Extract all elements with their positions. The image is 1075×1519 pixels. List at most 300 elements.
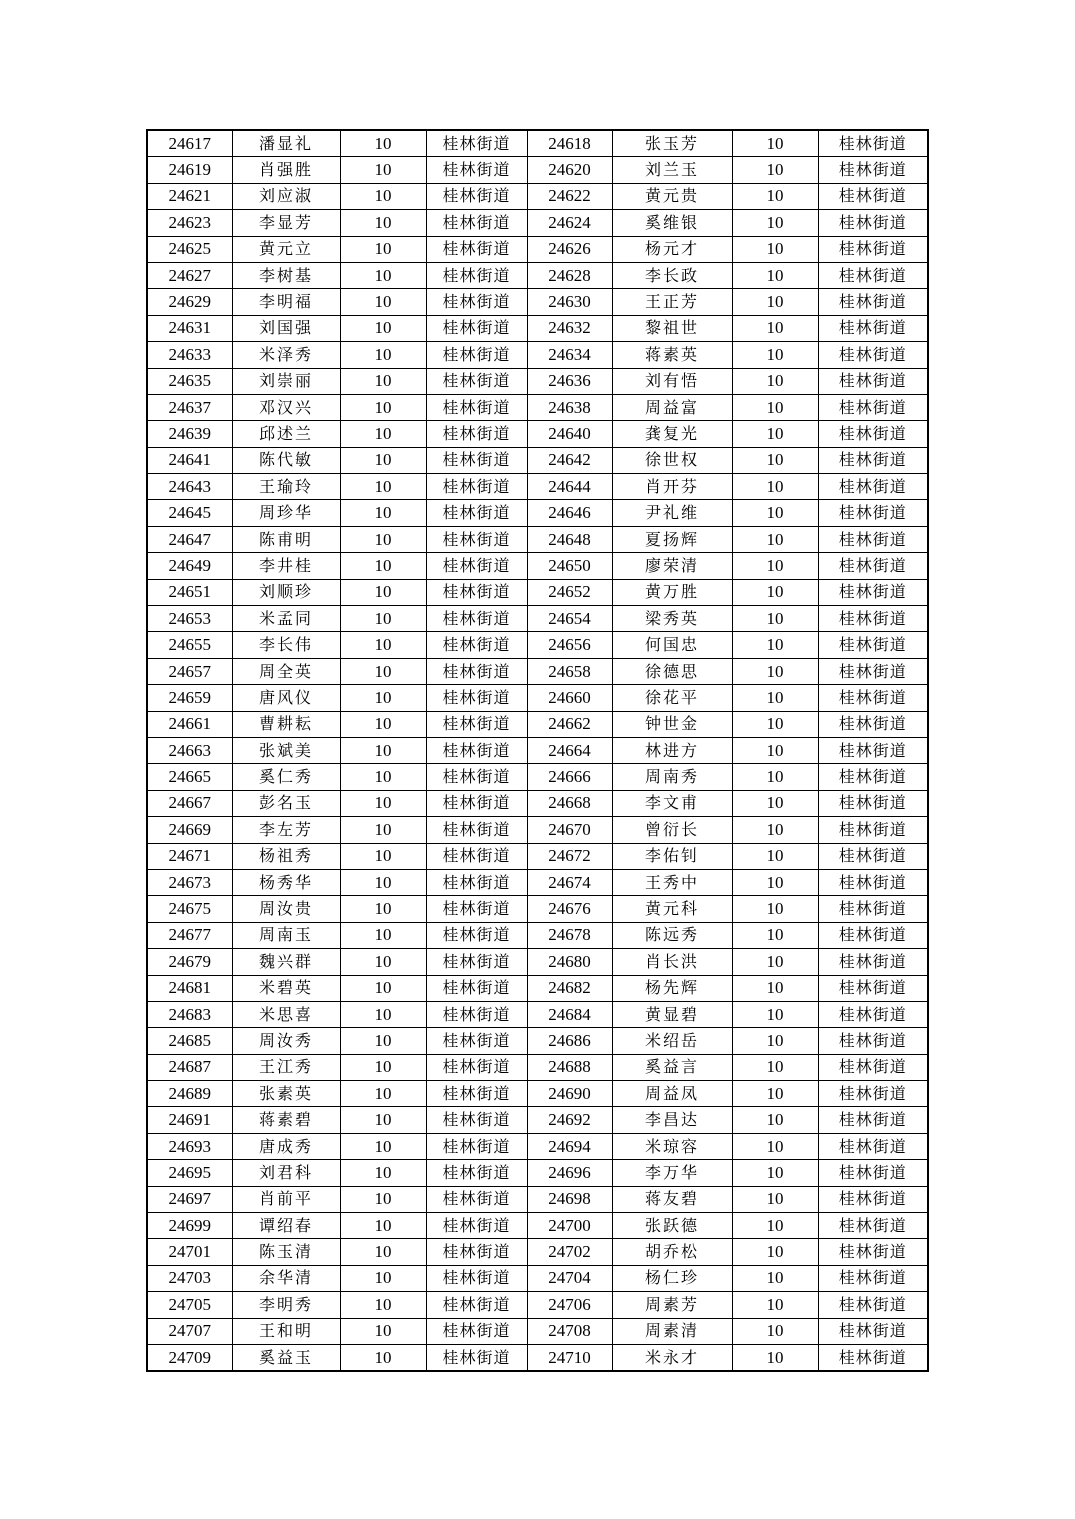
street-cell: 桂林街道 [426,500,527,526]
street-cell: 桂林街道 [426,1028,527,1054]
street-cell: 桂林街道 [426,1239,527,1265]
person-name-cell: 李佑钊 [612,843,732,869]
record-id-cell: 24625 [147,236,232,262]
record-id-cell: 24686 [527,1028,612,1054]
person-name-cell: 曾衍长 [612,817,732,843]
street-cell: 桂林街道 [818,764,928,790]
amount-cell: 10 [732,711,818,737]
record-id-cell: 24693 [147,1133,232,1159]
record-id-cell: 24652 [527,579,612,605]
street-cell: 桂林街道 [818,394,928,420]
table-row [147,1054,928,1080]
amount-cell: 10 [732,447,818,473]
person-name-cell: 李文甫 [612,790,732,816]
amount-cell: 10 [732,1160,818,1186]
street-cell: 桂林街道 [818,1081,928,1107]
record-id-cell: 24683 [147,1001,232,1027]
person-name-cell: 杨仁珍 [612,1265,732,1291]
street-cell: 桂林街道 [818,1186,928,1212]
amount-cell: 10 [732,579,818,605]
amount-cell: 10 [732,1054,818,1080]
record-id-cell: 24666 [527,764,612,790]
record-id-cell: 24710 [527,1344,612,1371]
table-row [147,896,928,922]
amount-cell: 10 [732,764,818,790]
street-cell: 桂林街道 [426,342,527,368]
amount-cell: 10 [732,606,818,632]
street-cell: 桂林街道 [818,1344,928,1371]
record-id-cell: 24641 [147,447,232,473]
person-name-cell: 周汝贵 [232,896,340,922]
amount-cell: 10 [340,579,426,605]
amount-cell: 10 [340,526,426,552]
record-id-cell: 24688 [527,1054,612,1080]
person-name-cell: 周南玉 [232,922,340,948]
table-row [147,1081,928,1107]
record-id-cell: 24690 [527,1081,612,1107]
table-row [147,685,928,711]
record-id-cell: 24678 [527,922,612,948]
person-name-cell: 肖开芬 [612,474,732,500]
amount-cell: 10 [732,922,818,948]
street-cell: 桂林街道 [426,1186,527,1212]
street-cell: 桂林街道 [426,553,527,579]
person-name-cell: 米泽秀 [232,342,340,368]
record-id-cell: 24621 [147,183,232,209]
street-cell: 桂林街道 [426,262,527,288]
record-id-cell: 24623 [147,210,232,236]
person-name-cell: 李显芳 [232,210,340,236]
record-id-cell: 24620 [527,157,612,183]
person-name-cell: 李井桂 [232,553,340,579]
person-name-cell: 米孟同 [232,606,340,632]
amount-cell: 10 [732,737,818,763]
table-row [147,1213,928,1239]
amount-cell: 10 [732,975,818,1001]
record-id-cell: 24675 [147,896,232,922]
street-cell: 桂林街道 [818,262,928,288]
table-row [147,1001,928,1027]
street-cell: 桂林街道 [426,289,527,315]
street-cell: 桂林街道 [818,1292,928,1318]
amount-cell: 10 [340,130,426,157]
person-name-cell: 王瑜玲 [232,474,340,500]
record-id-cell: 24695 [147,1160,232,1186]
record-id-cell: 24630 [527,289,612,315]
street-cell: 桂林街道 [818,500,928,526]
street-cell: 桂林街道 [818,949,928,975]
record-id-cell: 24702 [527,1239,612,1265]
table-row [147,210,928,236]
table-row [147,579,928,605]
person-name-cell: 周珍华 [232,500,340,526]
amount-cell: 10 [340,447,426,473]
record-id-cell: 24657 [147,658,232,684]
record-id-cell: 24644 [527,474,612,500]
person-name-cell: 张素英 [232,1081,340,1107]
street-cell: 桂林街道 [818,975,928,1001]
amount-cell: 10 [732,183,818,209]
street-cell: 桂林街道 [426,210,527,236]
person-name-cell: 魏兴群 [232,949,340,975]
street-cell: 桂林街道 [818,553,928,579]
table-row [147,130,928,157]
street-cell: 桂林街道 [426,817,527,843]
street-cell: 桂林街道 [818,1265,928,1291]
table-row [147,157,928,183]
amount-cell: 10 [340,1001,426,1027]
amount-cell: 10 [732,1186,818,1212]
street-cell: 桂林街道 [426,368,527,394]
amount-cell: 10 [732,949,818,975]
person-name-cell: 杨元才 [612,236,732,262]
record-id-cell: 24627 [147,262,232,288]
table-row [147,949,928,975]
person-name-cell: 钟世金 [612,711,732,737]
person-name-cell: 陈玉清 [232,1239,340,1265]
street-cell: 桂林街道 [426,1001,527,1027]
street-cell: 桂林街道 [426,526,527,552]
person-name-cell: 周汝秀 [232,1028,340,1054]
street-cell: 桂林街道 [426,157,527,183]
table-row [147,1133,928,1159]
table-row [147,368,928,394]
street-cell: 桂林街道 [426,790,527,816]
amount-cell: 10 [732,1265,818,1291]
person-name-cell: 梁秀英 [612,606,732,632]
person-name-cell: 周益凤 [612,1081,732,1107]
table-row [147,1028,928,1054]
record-id-cell: 24660 [527,685,612,711]
table-row [147,342,928,368]
amount-cell: 10 [340,474,426,500]
record-id-cell: 24676 [527,896,612,922]
record-id-cell: 24703 [147,1265,232,1291]
record-id-cell: 24645 [147,500,232,526]
amount-cell: 10 [340,790,426,816]
street-cell: 桂林街道 [818,236,928,262]
record-id-cell: 24629 [147,289,232,315]
person-name-cell: 周素芳 [612,1292,732,1318]
person-name-cell: 邓汉兴 [232,394,340,420]
person-name-cell: 张跃德 [612,1213,732,1239]
table-row [147,711,928,737]
amount-cell: 10 [732,130,818,157]
street-cell: 桂林街道 [426,315,527,341]
record-id-cell: 24665 [147,764,232,790]
table-row [147,843,928,869]
person-name-cell: 李树基 [232,262,340,288]
street-cell: 桂林街道 [426,975,527,1001]
table-row [147,394,928,420]
street-cell: 桂林街道 [818,579,928,605]
street-cell: 桂林街道 [426,1318,527,1344]
person-name-cell: 徐世权 [612,447,732,473]
amount-cell: 10 [340,843,426,869]
person-name-cell: 徐德思 [612,658,732,684]
person-name-cell: 黄显碧 [612,1001,732,1027]
amount-cell: 10 [340,1239,426,1265]
record-id-cell: 24624 [527,210,612,236]
person-name-cell: 刘崇丽 [232,368,340,394]
amount-cell: 10 [732,1107,818,1133]
record-id-cell: 24709 [147,1344,232,1371]
record-id-cell: 24704 [527,1265,612,1291]
table-row [147,447,928,473]
person-name-cell: 邱述兰 [232,421,340,447]
street-cell: 桂林街道 [426,579,527,605]
amount-cell: 10 [340,289,426,315]
amount-cell: 10 [732,1318,818,1344]
person-name-cell: 蒋友碧 [612,1186,732,1212]
street-cell: 桂林街道 [818,606,928,632]
record-id-cell: 24649 [147,553,232,579]
record-id-cell: 24682 [527,975,612,1001]
amount-cell: 10 [340,869,426,895]
amount-cell: 10 [340,975,426,1001]
person-name-cell: 胡乔松 [612,1239,732,1265]
street-cell: 桂林街道 [818,210,928,236]
table-row [147,474,928,500]
record-id-cell: 24698 [527,1186,612,1212]
street-cell: 桂林街道 [818,1028,928,1054]
person-name-cell: 王正芳 [612,289,732,315]
street-cell: 桂林街道 [426,1133,527,1159]
amount-cell: 10 [340,210,426,236]
street-cell: 桂林街道 [426,685,527,711]
street-cell: 桂林街道 [426,447,527,473]
street-cell: 桂林街道 [426,130,527,157]
record-id-cell: 24647 [147,526,232,552]
street-cell: 桂林街道 [426,1344,527,1371]
record-id-cell: 24664 [527,737,612,763]
person-name-cell: 肖强胜 [232,157,340,183]
amount-cell: 10 [340,1160,426,1186]
record-id-cell: 24668 [527,790,612,816]
amount-cell: 10 [340,1081,426,1107]
table-row [147,315,928,341]
record-id-cell: 24689 [147,1081,232,1107]
street-cell: 桂林街道 [426,606,527,632]
record-id-cell: 24634 [527,342,612,368]
amount-cell: 10 [340,1213,426,1239]
table-row [147,817,928,843]
record-id-cell: 24633 [147,342,232,368]
person-name-cell: 廖荣清 [612,553,732,579]
person-name-cell: 尹礼维 [612,500,732,526]
street-cell: 桂林街道 [818,1213,928,1239]
record-id-cell: 24655 [147,632,232,658]
record-id-cell: 24654 [527,606,612,632]
person-name-cell: 谭绍春 [232,1213,340,1239]
person-name-cell: 奚益言 [612,1054,732,1080]
amount-cell: 10 [340,1344,426,1371]
table-row [147,737,928,763]
street-cell: 桂林街道 [426,949,527,975]
street-cell: 桂林街道 [426,1213,527,1239]
record-id-cell: 24635 [147,368,232,394]
record-id-cell: 24622 [527,183,612,209]
street-cell: 桂林街道 [818,843,928,869]
table-row [147,922,928,948]
amount-cell: 10 [340,262,426,288]
amount-cell: 10 [340,500,426,526]
table-row [147,236,928,262]
street-cell: 桂林街道 [426,737,527,763]
street-cell: 桂林街道 [818,368,928,394]
record-id-cell: 24626 [527,236,612,262]
amount-cell: 10 [340,1186,426,1212]
amount-cell: 10 [732,869,818,895]
street-cell: 桂林街道 [426,474,527,500]
table-row [147,658,928,684]
table-row [147,975,928,1001]
amount-cell: 10 [340,737,426,763]
record-id-cell: 24663 [147,737,232,763]
record-id-cell: 24692 [527,1107,612,1133]
amount-cell: 10 [732,1133,818,1159]
street-cell: 桂林街道 [818,817,928,843]
amount-cell: 10 [340,368,426,394]
person-name-cell: 李昌达 [612,1107,732,1133]
amount-cell: 10 [340,949,426,975]
table-row [147,500,928,526]
table-row [147,1292,928,1318]
amount-cell: 10 [340,817,426,843]
record-id-cell: 24658 [527,658,612,684]
record-id-cell: 24643 [147,474,232,500]
record-id-cell: 24619 [147,157,232,183]
amount-cell: 10 [732,1239,818,1265]
person-name-cell: 刘兰玉 [612,157,732,183]
record-id-cell: 24701 [147,1239,232,1265]
street-cell: 桂林街道 [426,1265,527,1291]
street-cell: 桂林街道 [818,658,928,684]
roster-table [146,129,929,1372]
amount-cell: 10 [340,315,426,341]
record-id-cell: 24631 [147,315,232,341]
record-id-cell: 24642 [527,447,612,473]
street-cell: 桂林街道 [818,790,928,816]
person-name-cell: 唐风仪 [232,685,340,711]
record-id-cell: 24700 [527,1213,612,1239]
person-name-cell: 周全英 [232,658,340,684]
record-id-cell: 24667 [147,790,232,816]
table-row [147,262,928,288]
person-name-cell: 张斌美 [232,737,340,763]
person-name-cell: 米碧英 [232,975,340,1001]
street-cell: 桂林街道 [426,632,527,658]
person-name-cell: 李万华 [612,1160,732,1186]
person-name-cell: 杨秀华 [232,869,340,895]
record-id-cell: 24617 [147,130,232,157]
table-row [147,1186,928,1212]
amount-cell: 10 [732,1213,818,1239]
amount-cell: 10 [732,896,818,922]
person-name-cell: 奚仁秀 [232,764,340,790]
table-row [147,183,928,209]
amount-cell: 10 [340,658,426,684]
amount-cell: 10 [340,896,426,922]
record-id-cell: 24707 [147,1318,232,1344]
table-row [147,869,928,895]
record-id-cell: 24659 [147,685,232,711]
record-id-cell: 24706 [527,1292,612,1318]
person-name-cell: 夏扬辉 [612,526,732,552]
record-id-cell: 24618 [527,130,612,157]
person-name-cell: 黎祖世 [612,315,732,341]
street-cell: 桂林街道 [426,843,527,869]
table-row [147,526,928,552]
person-name-cell: 龚复光 [612,421,732,447]
roster-body [147,130,928,1371]
street-cell: 桂林街道 [426,922,527,948]
amount-cell: 10 [340,764,426,790]
amount-cell: 10 [340,1133,426,1159]
person-name-cell: 李明秀 [232,1292,340,1318]
person-name-cell: 米永才 [612,1344,732,1371]
street-cell: 桂林街道 [818,289,928,315]
street-cell: 桂林街道 [426,1054,527,1080]
street-cell: 桂林街道 [818,685,928,711]
street-cell: 桂林街道 [818,1318,928,1344]
amount-cell: 10 [340,1107,426,1133]
street-cell: 桂林街道 [818,711,928,737]
person-name-cell: 王和明 [232,1318,340,1344]
record-id-cell: 24636 [527,368,612,394]
amount-cell: 10 [340,342,426,368]
record-id-cell: 24687 [147,1054,232,1080]
street-cell: 桂林街道 [818,922,928,948]
person-name-cell: 米绍岳 [612,1028,732,1054]
amount-cell: 10 [340,421,426,447]
person-name-cell: 黄元科 [612,896,732,922]
person-name-cell: 周南秀 [612,764,732,790]
record-id-cell: 24696 [527,1160,612,1186]
street-cell: 桂林街道 [818,1107,928,1133]
record-id-cell: 24699 [147,1213,232,1239]
person-name-cell: 刘有悟 [612,368,732,394]
person-name-cell: 奚益玉 [232,1344,340,1371]
person-name-cell: 肖长洪 [612,949,732,975]
amount-cell: 10 [340,606,426,632]
person-name-cell: 彭名玉 [232,790,340,816]
street-cell: 桂林街道 [818,1054,928,1080]
amount-cell: 10 [732,1081,818,1107]
table-row [147,632,928,658]
record-id-cell: 24662 [527,711,612,737]
record-id-cell: 24680 [527,949,612,975]
record-id-cell: 24705 [147,1292,232,1318]
person-name-cell: 张玉芳 [612,130,732,157]
amount-cell: 10 [340,1265,426,1291]
street-cell: 桂林街道 [818,1001,928,1027]
amount-cell: 10 [732,658,818,684]
person-name-cell: 李长伟 [232,632,340,658]
person-name-cell: 李长政 [612,262,732,288]
record-id-cell: 24673 [147,869,232,895]
table-row [147,553,928,579]
table-row [147,1107,928,1133]
record-id-cell: 24646 [527,500,612,526]
amount-cell: 10 [732,421,818,447]
record-id-cell: 24670 [527,817,612,843]
person-name-cell: 杨先辉 [612,975,732,1001]
record-id-cell: 24653 [147,606,232,632]
person-name-cell: 米琼容 [612,1133,732,1159]
street-cell: 桂林街道 [818,632,928,658]
table-row [147,1318,928,1344]
